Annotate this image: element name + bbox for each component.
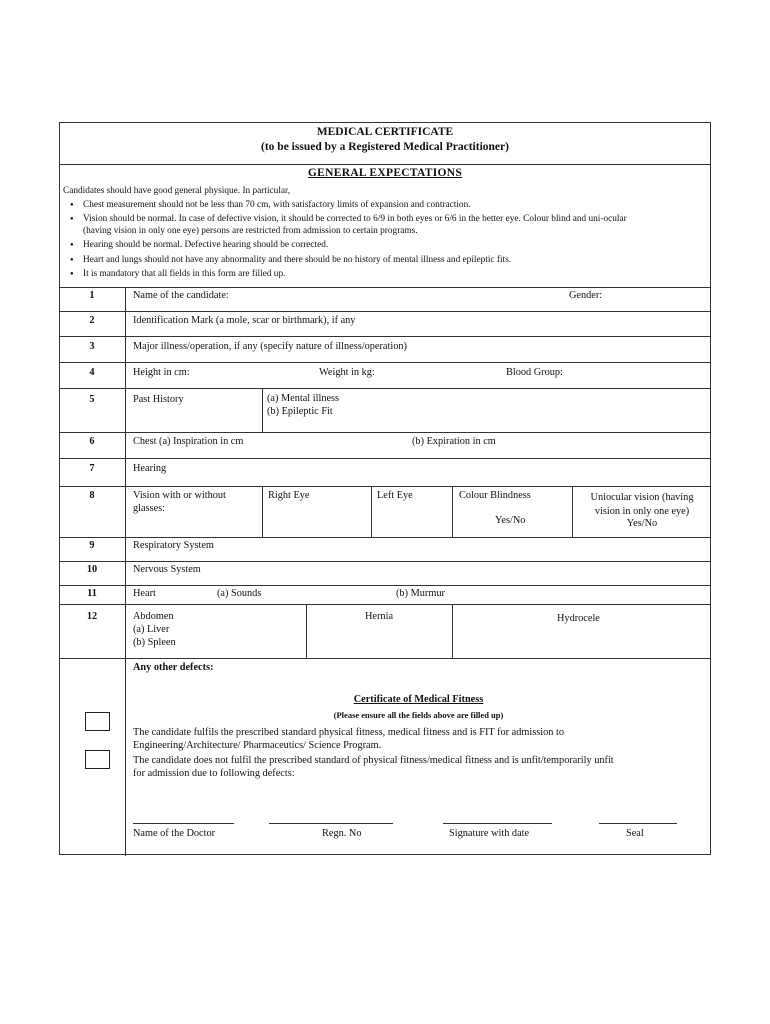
row-number: 5 <box>89 394 95 405</box>
row-number: 12 <box>86 611 98 622</box>
doctor-name-line[interactable] <box>133 823 234 824</box>
form-title: MEDICAL CERTIFICATE <box>316 126 454 138</box>
nervous-system-label: Nervous System <box>133 564 201 575</box>
row-number: 4 <box>89 367 95 378</box>
fit-statement-continued: Engineering/Architecture/ Pharmaceutics/ Science Program. <box>133 740 382 751</box>
spleen-label: (b) Spleen <box>133 637 176 648</box>
fitness-note: (Please ensure all the fields above are filled up) <box>333 710 504 720</box>
heart-murmur-label: (b) Murmur <box>396 588 445 599</box>
general-expectations-heading: GENERAL EXPECTATIONS <box>307 167 463 179</box>
heart-sounds-label: (a) Sounds <box>217 588 262 599</box>
chest-inspiration-label: Chest (a) Inspiration in cm <box>133 436 244 447</box>
expectation-bullet: ● Chest measurement should not be less than 70 cm, with satisfactory limits of expansion and contraction. <box>83 200 471 210</box>
form-subtitle: (to be issued by a Registered Medical Practitioner) <box>261 141 509 153</box>
row-number: 10 <box>86 564 98 575</box>
fit-statement: The candidate fulfils the prescribed standard physical fitness, medical fitness and is FIT for admission to <box>133 727 565 738</box>
respiratory-system-label: Respiratory System <box>133 540 214 551</box>
right-eye-label: Right Eye <box>268 490 310 501</box>
blood-group-label: Blood Group: <box>506 367 563 378</box>
identification-mark-label: Identification Mark (a mole, scar or birthmark), if any <box>133 315 356 326</box>
row-number: 7 <box>89 463 95 474</box>
gender-label: Gender: <box>569 290 603 301</box>
fitness-certificate-heading: Certificate of Medical Fitness <box>353 694 484 705</box>
past-history-label: Past History <box>133 394 184 405</box>
colour-blindness-yes-no: Yes/No <box>495 515 526 526</box>
mental-illness-label: (a) Mental illness <box>267 393 340 404</box>
uniocular-yes-no: Yes/No <box>626 518 658 529</box>
candidate-name-label: Name of the candidate: <box>133 290 229 301</box>
colour-blindness-label: Colour Blindness <box>459 490 531 501</box>
chest-expiration-label: (b) Expiration in cm <box>412 436 496 447</box>
regn-no-line[interactable] <box>269 823 393 824</box>
unfit-checkbox[interactable] <box>85 750 110 769</box>
unfit-statement-continued: for admission due to following defects: <box>133 768 295 779</box>
other-defects-label: Any other defects: <box>133 662 214 673</box>
heart-label: Heart <box>133 588 156 599</box>
vision-label: Vision with or without <box>133 490 226 501</box>
expectation-bullet: ● It is mandatory that all fields in this form are filled up. <box>83 269 285 279</box>
uniocular-vision-label-continued: vision in only one eye) <box>594 506 690 517</box>
fit-checkbox[interactable] <box>85 712 110 731</box>
seal-label: Seal <box>626 828 644 839</box>
row-number: 2 <box>89 315 95 326</box>
expectation-bullet: ● Hearing should be normal. Defective hearing should be corrected. <box>83 240 328 250</box>
left-eye-label: Left Eye <box>377 490 413 501</box>
unfit-statement: The candidate does not fulfil the prescribed standard of physical fitness/medical fitness and is unfit/temporarily unfit <box>133 755 614 766</box>
vision-label-continued: glasses: <box>133 503 166 514</box>
weight-label: Weight in kg: <box>319 367 375 378</box>
certificate-form <box>59 122 711 855</box>
expectation-bullet: ● Vision should be normal. In case of defective vision, it should be corrected to 6/9 in both eyes or 6/6 in the better eye. Colour blind and uni-ocular <box>83 214 627 224</box>
uniocular-vision-label: Uniocular vision (having <box>590 492 694 503</box>
row-number: 11 <box>87 588 97 599</box>
regn-no-label: Regn. No <box>322 828 362 839</box>
signature-line[interactable] <box>443 823 552 824</box>
expectations-intro: Candidates should have good general physique. In particular, <box>63 186 291 196</box>
row-number: 3 <box>89 341 95 352</box>
hydrocele-label: Hydrocele <box>557 613 600 624</box>
liver-label: (a) Liver <box>133 624 170 635</box>
signature-label: Signature with date <box>449 828 530 839</box>
height-label: Height in cm: <box>133 367 190 378</box>
abdomen-label: Abdomen <box>133 611 174 622</box>
expectation-bullet-continued: (having vision in only one eye) persons are restricted from admission to certain programs. <box>83 226 418 236</box>
hernia-label: Hernia <box>365 611 394 622</box>
hearing-label: Hearing <box>133 463 167 474</box>
seal-line[interactable] <box>599 823 677 824</box>
row-number: 1 <box>89 290 95 301</box>
row-number: 6 <box>89 436 95 447</box>
row-number: 9 <box>89 540 95 551</box>
epileptic-fit-label: (b) Epileptic Fit <box>267 406 333 417</box>
major-illness-label: Major illness/operation, if any (specify nature of illness/operation) <box>133 341 407 352</box>
expectation-bullet: ● Heart and lungs should not have any abnormality and there should be no history of mental illness and epileptic fits. <box>83 255 511 265</box>
doctor-name-label: Name of the Doctor <box>133 828 216 839</box>
row-number: 8 <box>89 490 95 501</box>
